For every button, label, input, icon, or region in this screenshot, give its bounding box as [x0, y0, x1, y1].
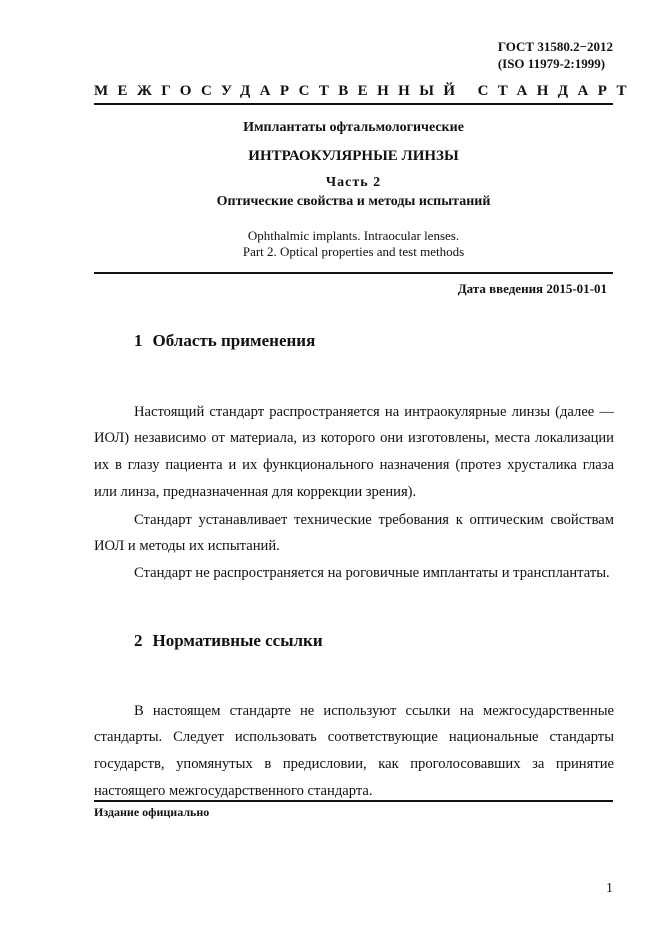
effective-date: Дата введения 2015-01-01 — [457, 281, 607, 296]
section-heading — [134, 631, 323, 651]
title-divider — [94, 272, 613, 274]
part-title: Часть 2 — [325, 175, 382, 190]
paragraph: Настоящий стандарт распространяется на интраокулярные линзы (далее — ИОЛ) независимо от материала, из которого они изготовлены, места локализации их в глазу пациента и их функционального назначения (протез хрусталика глаза или линза, предназначенная для коррекции зрения). — [94, 403, 614, 500]
iso-number: (ISO 11979-2:1999) — [497, 56, 606, 71]
document-id — [498, 38, 613, 72]
page-number: 1 — [606, 881, 613, 896]
standard-banner: МЕЖГОСУДАРСТВЕННЫЙ СТАНДАРТ — [94, 83, 636, 99]
section-title: Область применения — [152, 331, 316, 350]
section-title: Нормативные ссылки — [152, 631, 323, 650]
english-title-line1: Ophthalmic implants. Intraocular lenses. — [247, 228, 460, 243]
part-subtitle: Оптические свойства и методы испытаний — [216, 194, 491, 209]
paragraph: В настоящем стандарте не используют ссылки на межгосударственные стандарты. Следует использовать соответствующие национальные стандарты государств, упомянутых в предисловии, как проголосовавших за принятие настоящего межгосударственного стандарта. — [94, 702, 614, 799]
top-divider — [94, 103, 613, 105]
section-number: 1 — [134, 331, 143, 350]
section-heading — [134, 331, 315, 351]
footer-divider — [94, 800, 613, 802]
paragraph: Стандарт устанавливает технические требования к оптическим свойствам ИОЛ и методы их испытаний. — [94, 511, 614, 555]
paragraph: Стандарт не распространяется на роговичные имплантаты и трансплантаты. — [134, 564, 610, 581]
official-edition-label: Издание официально — [94, 805, 210, 819]
section-number: 2 — [134, 631, 143, 650]
title-line2: ИНТРАОКУЛЯРНЫЕ ЛИНЗЫ — [248, 148, 459, 164]
gost-number: ГОСТ 31580.2−2012 — [497, 39, 613, 54]
english-title-line2: Part 2. Optical properties and test methods — [242, 244, 465, 259]
title-line1: Имплантаты офтальмологические — [243, 120, 464, 135]
